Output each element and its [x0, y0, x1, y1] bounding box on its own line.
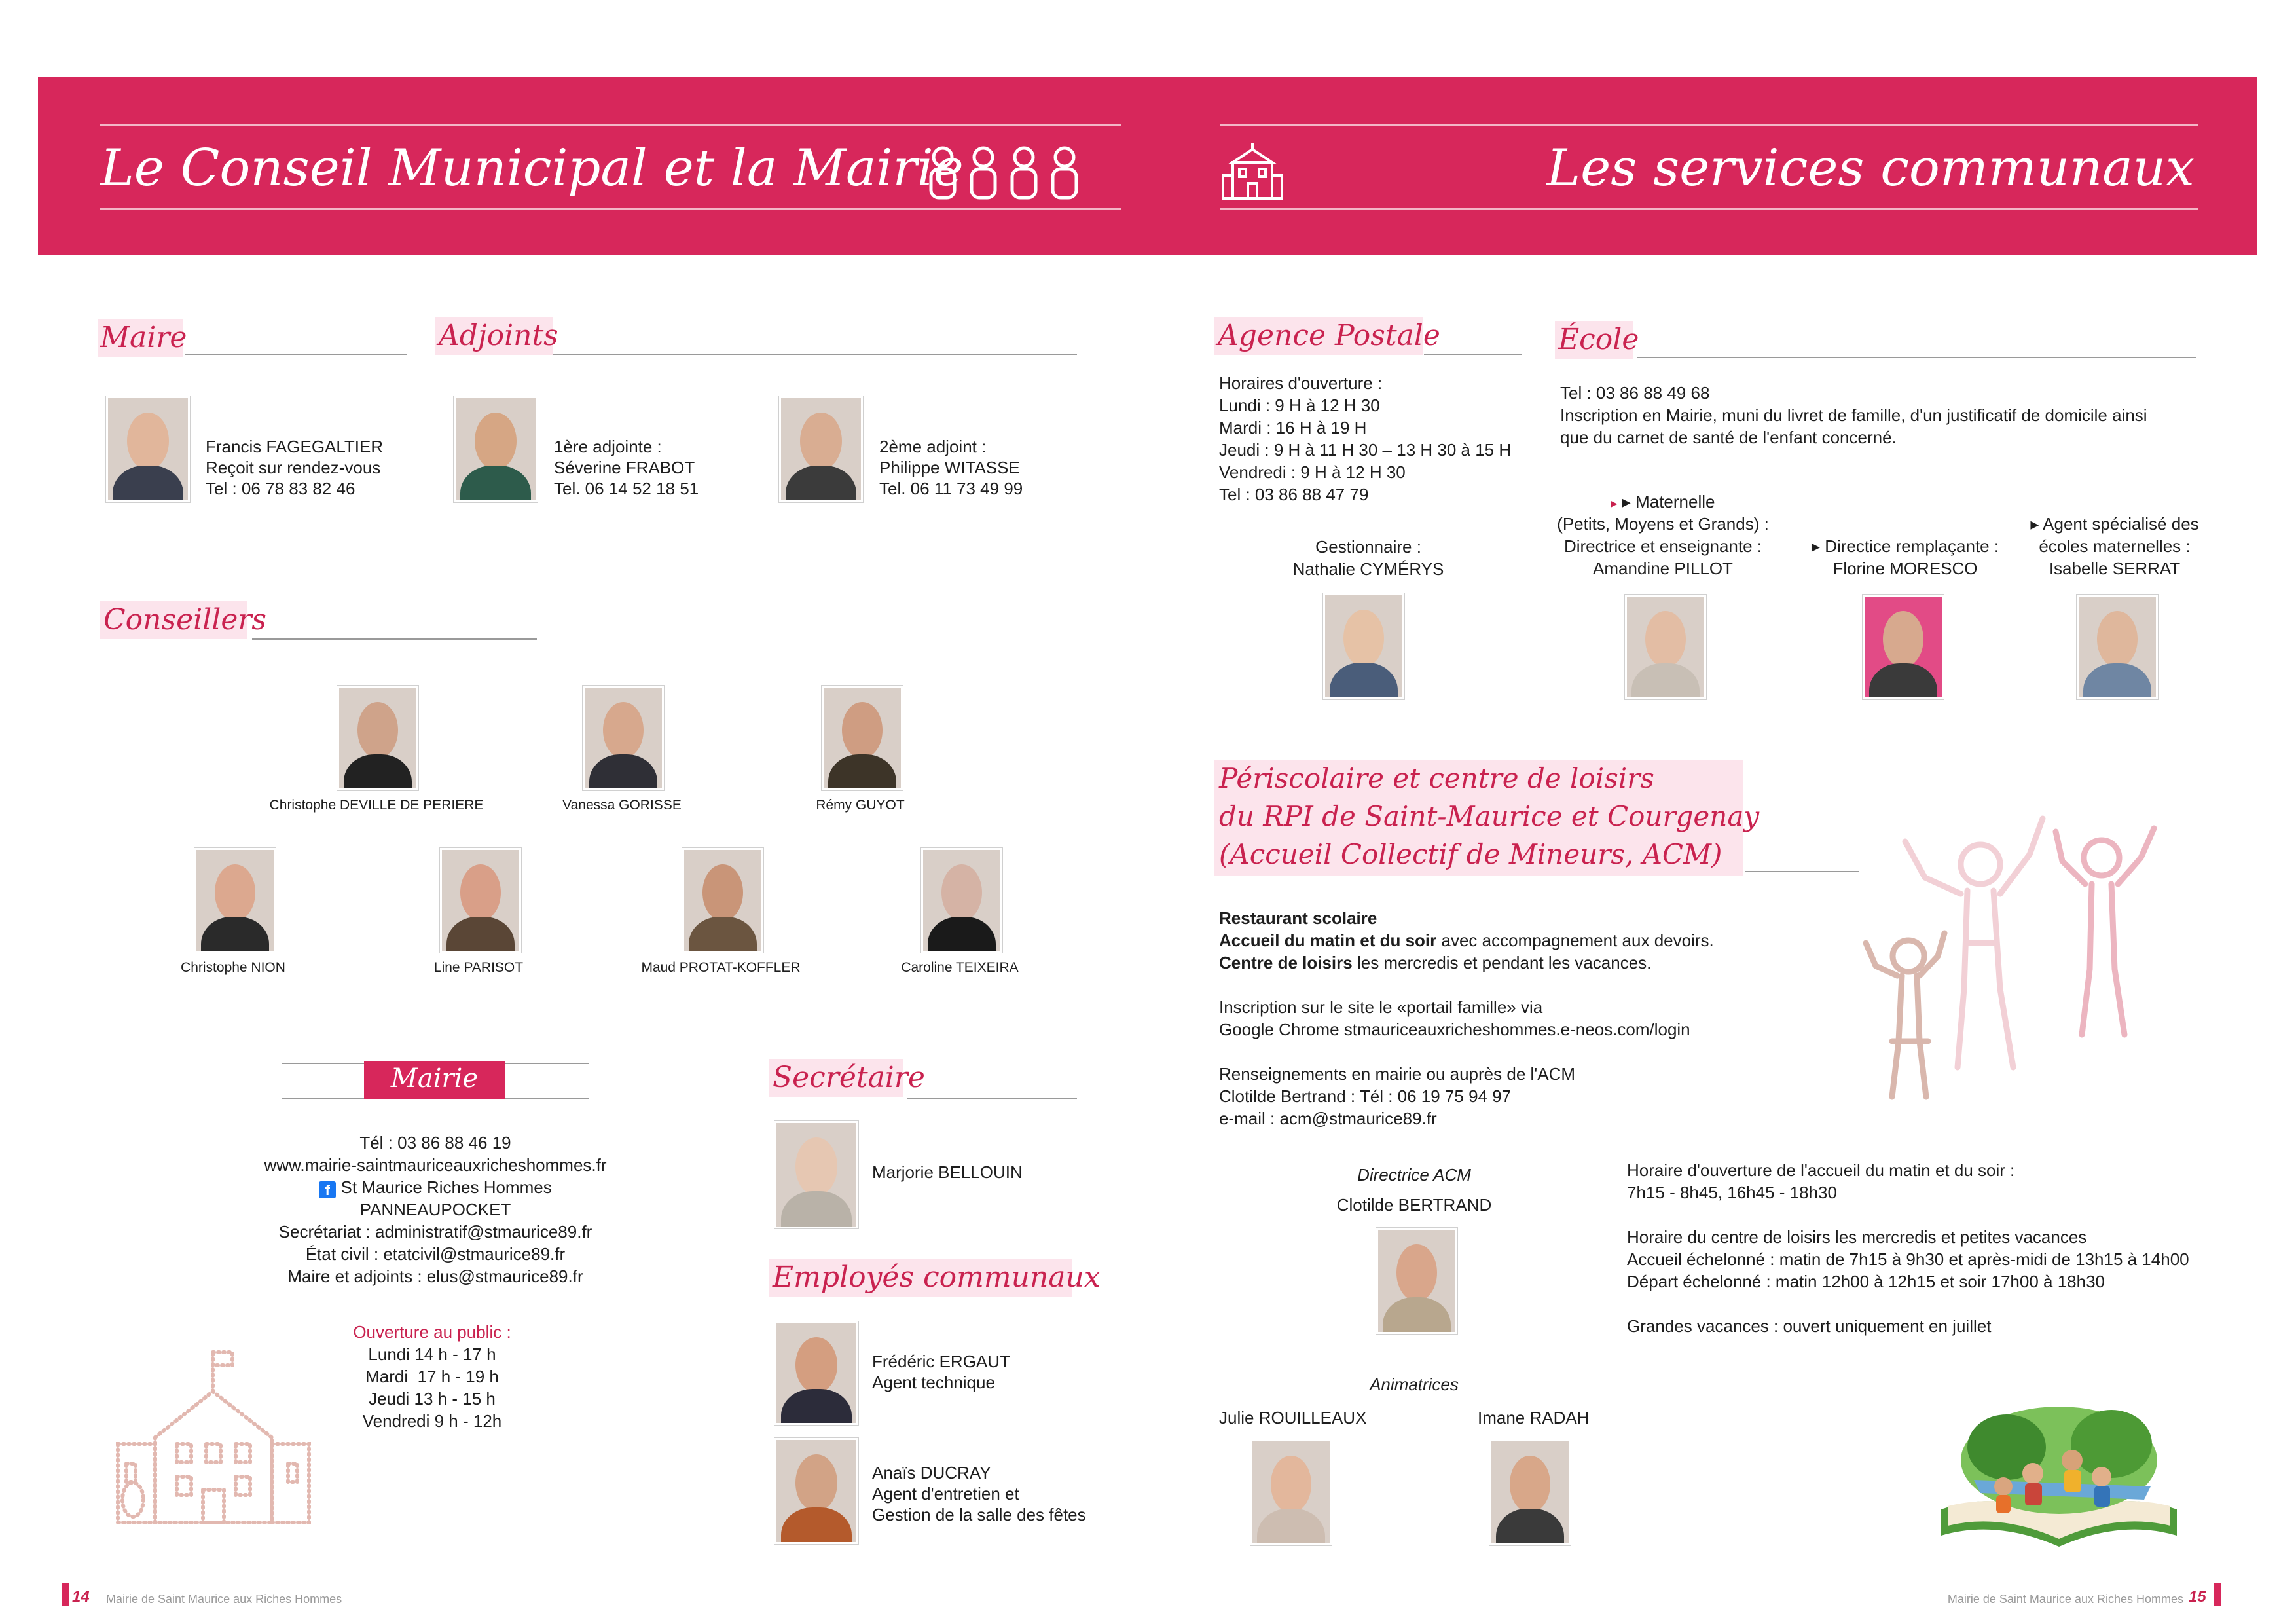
staff-line: ▸ Directice remplaçante :: [1811, 536, 1999, 556]
adjoint-phone: Tel. 06 11 73 49 99: [879, 479, 1023, 498]
accueil-line: Accueil du matin et du soir avec accompagnement aux devoirs.: [1219, 931, 1714, 950]
portrait-photo: [822, 686, 903, 790]
heading-rule: [907, 1098, 1077, 1099]
conseiller-name: Line PARISOT: [433, 960, 524, 975]
mairie-email-etatcivil[interactable]: État civil : etatcivil@stmaurice89.fr: [305, 1244, 566, 1264]
facebook-icon: f: [319, 1181, 336, 1198]
staff-line: écoles maternelles :: [2039, 536, 2191, 556]
heading-employes: Employés communaux: [773, 1261, 1101, 1294]
mairie-facebook[interactable]: [196, 1176, 674, 1198]
portrait-photo: [106, 396, 190, 502]
directrice-name: Clotilde BERTRAND: [1336, 1195, 1492, 1215]
heading-agence-postale: Agence Postale: [1218, 319, 1440, 352]
maire-phone: Tel : 06 78 83 82 46: [206, 479, 355, 498]
staff-line: ▸ Agent spécialisé des: [2030, 514, 2199, 534]
adjoint-role: 2ème adjoint :: [879, 437, 987, 456]
agence-line: Lundi : 9 H à 12 H 30: [1219, 396, 1380, 415]
header-band: [38, 77, 2257, 255]
horaire-line: Grandes vacances : ouvert uniquement en juillet: [1627, 1316, 1992, 1336]
opening-hours-line: Mardi 17 h - 19 h: [365, 1367, 499, 1386]
left-page-title: Le Conseil Municipal et la Mairie: [100, 139, 964, 198]
gestionnaire-role: Gestionnaire :: [1315, 537, 1421, 557]
agence-line: Vendredi : 9 H à 12 H 30: [1219, 462, 1406, 482]
children-illustration: [1846, 792, 2187, 1113]
heading-line: Périscolaire et centre de loisirs: [1219, 762, 1654, 794]
portrait-photo: [1625, 595, 1706, 699]
town-hall-icon: [1220, 143, 1285, 202]
right-page-title: Les services communaux: [1546, 139, 2195, 198]
staff-name: Amandine PILLOT: [1593, 559, 1733, 578]
portrait-photo: [1250, 1439, 1332, 1545]
ecole-phone: Tel : 03 86 88 49 68: [1560, 383, 1710, 403]
directrice-role: Directrice ACM: [1357, 1165, 1471, 1185]
facebook-page-name: St Maurice Riches Hommes: [340, 1177, 552, 1197]
heading-mairie: Mairie: [390, 1063, 479, 1094]
portrait-photo: [779, 396, 863, 502]
conseiller-name: Vanessa GORISSE: [562, 798, 682, 813]
restaurant-scolaire: Restaurant scolaire: [1219, 908, 1377, 928]
conseiller-name: Christophe DEVILLE DE PERIERE: [269, 798, 484, 813]
mairie-email-elus[interactable]: Maire et adjoints : elus@stmaurice89.fr: [287, 1266, 583, 1286]
portrait-photo: [1863, 595, 1944, 699]
header-rule: [100, 208, 1121, 210]
portrait-photo: [921, 848, 1002, 953]
employe-name: Anaïs DUCRAY: [872, 1463, 991, 1483]
portrait-photo: [337, 686, 418, 790]
horaire-line: Horaire du centre de loisirs les mercredis et petites vacances: [1627, 1227, 2087, 1247]
portrait-photo: [682, 848, 763, 953]
mairie-website-link[interactable]: www.mairie-saintmauriceauxricheshommes.fr: [264, 1155, 607, 1175]
portrait-photo: [440, 848, 521, 953]
employe-role: Agent technique: [872, 1373, 995, 1392]
heading-rule: [185, 354, 407, 355]
gestionnaire-name: Nathalie CYMÉRYS: [1292, 559, 1444, 579]
portrait-photo: [2077, 595, 2158, 699]
renseignements-line: Renseignements en mairie ou auprès de l'ACM: [1219, 1064, 1576, 1084]
staff-name: Florine MORESCO: [1832, 559, 1978, 578]
employe-name: Frédéric ERGAUT: [872, 1352, 1010, 1371]
adjoint-name: Philippe WITASSE: [879, 458, 1020, 477]
portrait-photo: [774, 1438, 858, 1544]
acm-email-link[interactable]: e-mail : acm@stmaurice89.fr: [1219, 1109, 1437, 1128]
ecole-line: que du carnet de santé de l'enfant concerné.: [1560, 428, 1897, 447]
agence-line: Horaires d'ouverture :: [1219, 373, 1383, 393]
heading-rule: [1745, 871, 1859, 872]
heading-rule: [1637, 357, 2196, 358]
footer-text: Mairie de Saint Maurice aux Riches Hommes: [1947, 1593, 2183, 1606]
employe-role: Agent d'entretien et: [872, 1484, 1019, 1504]
horaire-line: Accueil échelonné : matin de 7h15 à 9h30 et après-midi de 13h15 à 14h00: [1627, 1249, 2189, 1269]
mairie-panneaupocket: PANNEAUPOCKET: [359, 1200, 511, 1219]
page-number: 15: [2189, 1588, 2206, 1606]
opening-hours-line: Vendredi 9 h - 12h: [362, 1411, 502, 1431]
portrait-photo: [774, 1321, 858, 1425]
horaire-line: Horaire d'ouverture de l'accueil du matin et du soir :: [1627, 1160, 2015, 1180]
portrait-photo: [1489, 1439, 1571, 1545]
header-rule: [100, 124, 1121, 126]
portrait-photo: [1323, 593, 1404, 699]
town-hall-illustration: [115, 1346, 311, 1529]
animatrices-label: Animatrices: [1370, 1375, 1459, 1394]
maire-appointment: Reçoit sur rendez-vous: [206, 458, 381, 477]
agence-line: Mardi : 16 H à 19 H: [1219, 418, 1367, 437]
portrait-photo: [583, 686, 664, 790]
acm-phone: Clotilde Bertrand : Tél : 06 19 75 94 97: [1219, 1086, 1512, 1106]
employe-role: Gestion de la salle des fêtes: [872, 1505, 1086, 1524]
adjoint-role: 1ère adjointe :: [554, 437, 662, 456]
heading-rule: [252, 638, 537, 640]
heading-secretaire: Secrétaire: [773, 1061, 925, 1094]
animatrice-name: Julie ROUILLEAUX: [1219, 1408, 1367, 1428]
footer-marker: [2214, 1583, 2221, 1606]
inscription-line: Inscription sur le site le «portail famille» via: [1219, 997, 1543, 1017]
heading-periscolaire: [1219, 760, 1759, 874]
conseiller-name: Maud PROTAT-KOFFLER: [641, 960, 801, 975]
heading-line: (Accueil Collectif de Mineurs, ACM): [1219, 838, 1722, 870]
heading-adjoints: Adjoints: [439, 319, 558, 352]
portrait-photo: [1376, 1228, 1457, 1334]
heading-ecole: École: [1558, 323, 1639, 356]
conseiller-name: Caroline TEIXEIRA: [901, 960, 1019, 975]
opening-hours-line: Jeudi 13 h - 15 h: [369, 1389, 496, 1409]
horaire-line: Départ échelonné : matin 12h00 à 12h15 et soir 17h00 à 18h30: [1627, 1272, 2105, 1291]
heading-conseillers: Conseillers: [103, 603, 266, 637]
footer-text: Mairie de Saint Maurice aux Riches Hommes: [106, 1593, 342, 1606]
secretaire-name: Marjorie BELLOUIN: [872, 1162, 1023, 1182]
footer-marker: [62, 1583, 69, 1606]
people-group-icon: [922, 143, 1092, 202]
adjoint-phone: Tel. 06 14 52 18 51: [554, 479, 699, 498]
portail-famille-link[interactable]: Google Chrome stmauriceauxricheshommes.e-neos.com/login: [1219, 1020, 1690, 1039]
maire-name: Francis FAGEGALTIER: [206, 437, 384, 456]
portrait-photo: [454, 396, 538, 502]
ecole-line: Inscription en Mairie, muni du livret de famille, d'un justificatif de domicile ainsi: [1560, 405, 2147, 425]
staff-line: (Petits, Moyens et Grands) :: [1557, 514, 1769, 534]
staff-name: Isabelle SERRAT: [2049, 559, 2181, 578]
staff-line: ▸ ▸ Maternelle: [1611, 492, 1715, 511]
horaire-line: 7h15 - 8h45, 16h45 - 18h30: [1627, 1183, 1837, 1202]
portrait-photo: [194, 848, 276, 953]
heading-line: du RPI de Saint-Maurice et Courgenay: [1219, 800, 1760, 832]
header-rule: [1220, 124, 2198, 126]
conseiller-name: Rémy GUYOT: [816, 798, 905, 813]
mairie-phone: Tél : 03 86 88 46 19: [359, 1133, 511, 1153]
heading-rule: [1424, 354, 1522, 355]
conseiller-name: Christophe NION: [181, 960, 285, 975]
opening-hours-title: Ouverture au public :: [353, 1322, 511, 1342]
staff-line: Directrice et enseignante :: [1563, 536, 1762, 556]
agence-phone: Tel : 03 86 88 47 79: [1219, 485, 1369, 504]
portrait-photo: [774, 1121, 858, 1228]
heading-maire: Maire: [100, 321, 187, 354]
opening-hours-line: Lundi 14 h - 17 h: [368, 1344, 496, 1364]
header-rule: [1220, 208, 2198, 210]
page-number: 14: [72, 1588, 90, 1606]
mairie-email-secretariat[interactable]: Secrétariat : administratif@stmaurice89.fr: [278, 1222, 592, 1242]
storybook-illustration: [1935, 1395, 2183, 1552]
centre-line: Centre de loisirs les mercredis et pendant les vacances.: [1219, 953, 1652, 972]
heading-rule: [553, 354, 1077, 355]
agence-line: Jeudi : 9 H à 11 H 30 – 13 H 30 à 15 H: [1219, 440, 1512, 460]
adjoint-name: Séverine FRABOT: [554, 458, 695, 477]
animatrice-name: Imane RADAH: [1478, 1408, 1590, 1428]
